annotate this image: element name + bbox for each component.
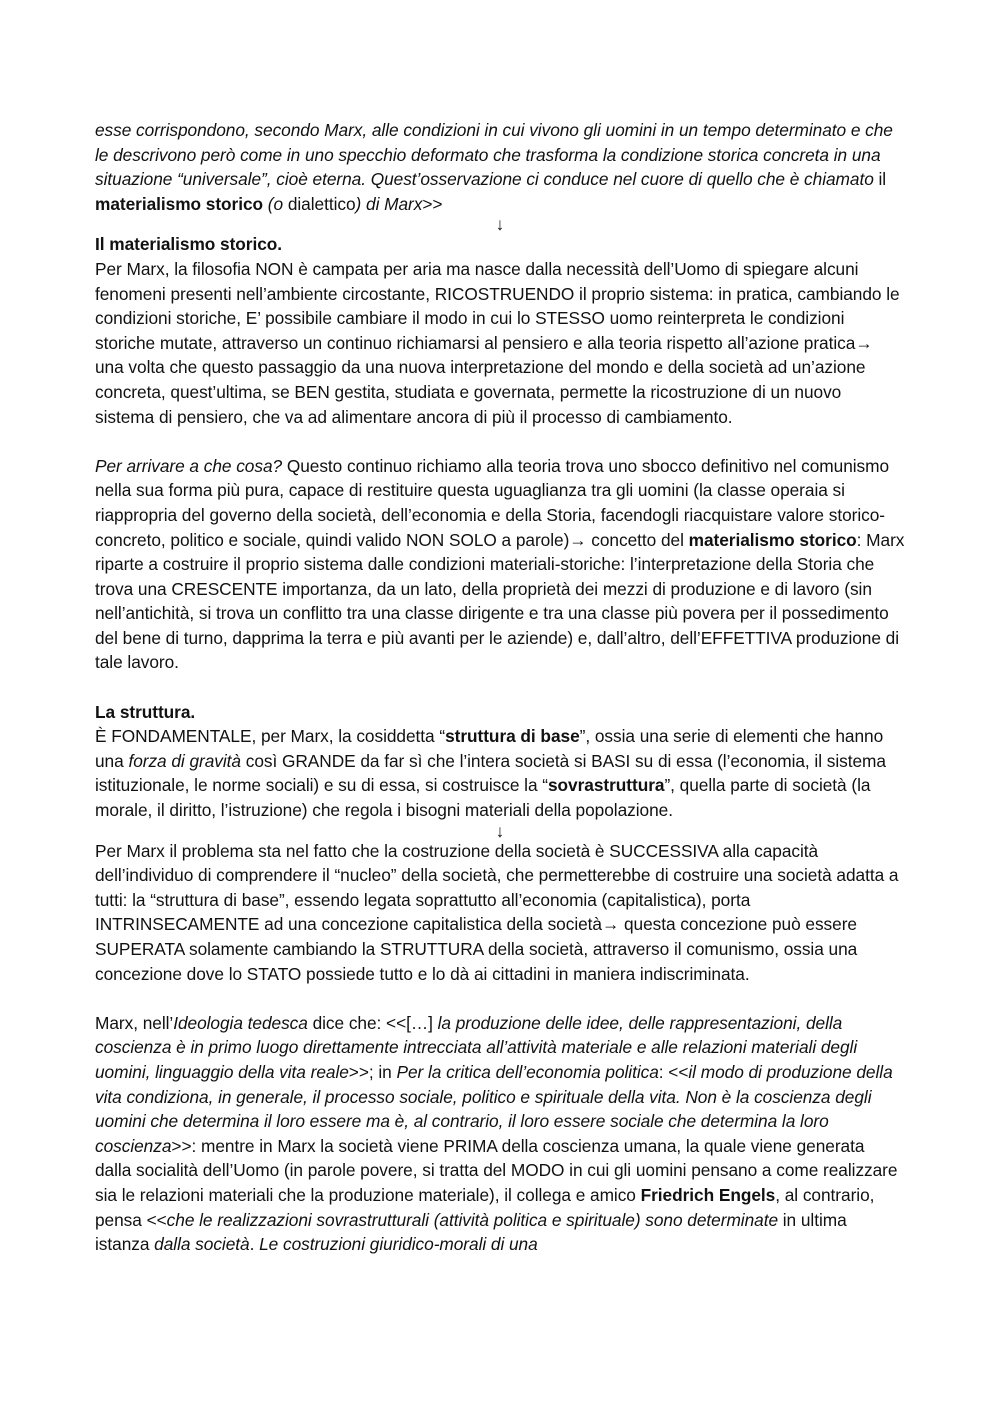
paragraph-intro	[95, 118, 905, 216]
text-run: : <<	[658, 1061, 689, 1082]
paragraph-ideologia-tedesca	[95, 1011, 905, 1257]
text-run: Questo continuo richiamo alla teoria trova uno sbocco definitivo nel comunismo nella sua forma più pura, capace di restituire questa uguaglianza tra gli uomini (la classe operaia si riappropria del governo della società, dell’economia e della Storia, facendogli riacquistare valore storico-concreto, politico e sociale, quindi valido NON SOLO a parole)→ concetto del	[95, 455, 890, 550]
paragraph-gap	[95, 675, 905, 700]
text-run: Friedrich Engels	[640, 1184, 776, 1205]
text-run: materialismo storico	[95, 193, 264, 214]
text-run: Ideologia tedesca	[173, 1012, 308, 1033]
text-run: Per la critica dell’economia politica	[396, 1061, 659, 1082]
text-run: in ultima istanza	[95, 1209, 847, 1255]
text-run: che le realizzazioni sovrastrutturali (attività politica e spirituale) sono determinate	[166, 1209, 779, 1230]
text-run: ) di Marx	[355, 193, 423, 214]
paragraph-struttura	[95, 724, 905, 822]
paragraph-gap	[95, 986, 905, 1011]
heading-materialismo-storico: Il materialismo storico.	[95, 234, 283, 255]
text-run: così GRANDE da far sì che l’intera società si BASI su di essa (l’economia, il sistema istituzionale, le norme sociali) e su di essa, si costruisce la “	[95, 750, 886, 796]
text-run: sovrastruttura	[547, 775, 665, 796]
text-run: Per Marx il problema sta nel fatto che la costruzione della società è SUCCESSIVA alla capacità dell’individuo di comprendere il “nucleo” della società, che permetterebbe di costruire una società adatta a tutti: la “struttura di base”, essendo legata soprattutto all’economia (capitalistica), porta INTRINSECAMENTE ad una concezione capitalistica della società→ questa concezione può essere SUPERATA solamente cambiando la STRUTTURA della società, attraverso il comunismo, ossia una concezione dove lo STATO possiede tutto e lo dà ai cittadini in maniera indiscriminata.	[95, 840, 899, 984]
text-run: .	[249, 1234, 260, 1255]
text-run: struttura di base	[445, 726, 580, 747]
text-run: >>	[422, 193, 443, 214]
text-run: il	[878, 169, 887, 190]
paragraph-materialismo	[95, 257, 905, 429]
text-run: ”, quella parte di società (la morale, il diritto, l’istruzione) che regola i bisogni materiali della popolazione.	[95, 775, 871, 821]
text-run: Per arrivare a che cosa?	[95, 455, 283, 476]
text-run: ”, ossia una serie di elementi che hanno una	[95, 726, 884, 771]
text-run: una volta che questo passaggio da una nuova interpretazione del mondo e della società ad un’azione concreta, quest’ultima, se BEN gestita, studiata e governata, permette la ricostruzione di un nuovo sistema di pensiero, che va ad alimentare ancora di più il processo di cambiamento.	[95, 357, 866, 427]
heading-struttura: La struttura.	[95, 701, 196, 722]
text-run: : Marx riparte a costruire il proprio sistema dalle condizioni materiali-storiche: l’interpretazione della Storia che trova una CRESCENTE importanza, da un lato, della proprietà dei mezzi di produzione e di lavoro (sin nell’antichità, si trova un conflitto tra una classe dirigente e tra una classe più povera per il possedimento del bene di turno, dapprima la terra e più avanti per le aziende) e, dall’altro, dell’EFFETTIVA produzione di tale lavoro.	[95, 529, 905, 673]
text-run: dialettico	[287, 193, 356, 214]
text-run: (o	[263, 193, 288, 214]
text-run: , al contrario, pensa <<	[95, 1184, 875, 1230]
paragraph-gap	[95, 429, 905, 454]
text-run: dalla società	[154, 1234, 250, 1255]
down-arrow-icon: ↓	[495, 214, 505, 235]
text-run: il modo di produzione della vita condiziona, in generale, il processo sociale, politico e spirituale della vita. Non è la coscienza degli uomini che determina il loro essere ma è, al contrario, il loro essere sociale che determina la loro coscienza	[95, 1061, 893, 1156]
text-run: la produzione delle idee, delle rappresentazioni, della coscienza è in primo luogo direttamente intrecciata all’attività materiale e alle relazioni materiali degli uomini, linguaggio della vita reale	[95, 1012, 858, 1082]
text-run: esse corrispondono, secondo Marx, alle condizioni in cui vivono gli uomini in un tempo determinato e che le descrivono però come in uno specchio deformato che trasforma la condizione storica concreta in una situazione “universale”, cioè eterna. Quest’osservazione ci conduce nel cuore di quello che è chiamato	[95, 120, 893, 190]
text-run: Le costruzioni giuridico-morali di una	[259, 1234, 538, 1255]
text-run: materialismo storico	[688, 529, 857, 550]
text-run: dice che: <<[…]	[307, 1012, 438, 1033]
text-run: forza di gravità	[128, 750, 241, 771]
text-run: Per Marx, la filosofia NON è campata per aria ma nasce dalla necessità dell’Uomo di spiegare alcuni fenomeni presenti nell’ambiente circostante, RICOSTRUENDO il proprio sistema: in pratica, cambiando le condizioni storiche, E’ possibile cambiare il modo in cui lo STESSO uomo reinterpreta le condizioni storiche mutate, attraverso un continuo richiamarsi al pensiero e alla teoria rispetto all’azione pratica	[95, 258, 900, 353]
text-run: →	[855, 332, 873, 353]
text-run: Marx, nell’	[95, 1012, 174, 1033]
text-run: >>: mentre in Marx la società viene PRIMA della coscienza umana, la quale viene generata dalla socialità dell’Uomo (in parole povere, si tratta del MODO in cui gli uomini pensano a come realizzare sia le relazioni materiali che la produzione materiale), il collega e amico	[95, 1135, 898, 1205]
text-run: >>; in	[348, 1061, 397, 1082]
paragraph-problema	[95, 839, 905, 987]
text-run: È FONDAMENTALE, per Marx, la cosiddetta “	[95, 726, 446, 747]
paragraph-comunismo	[95, 454, 905, 675]
down-arrow-icon: ↓	[495, 820, 505, 841]
